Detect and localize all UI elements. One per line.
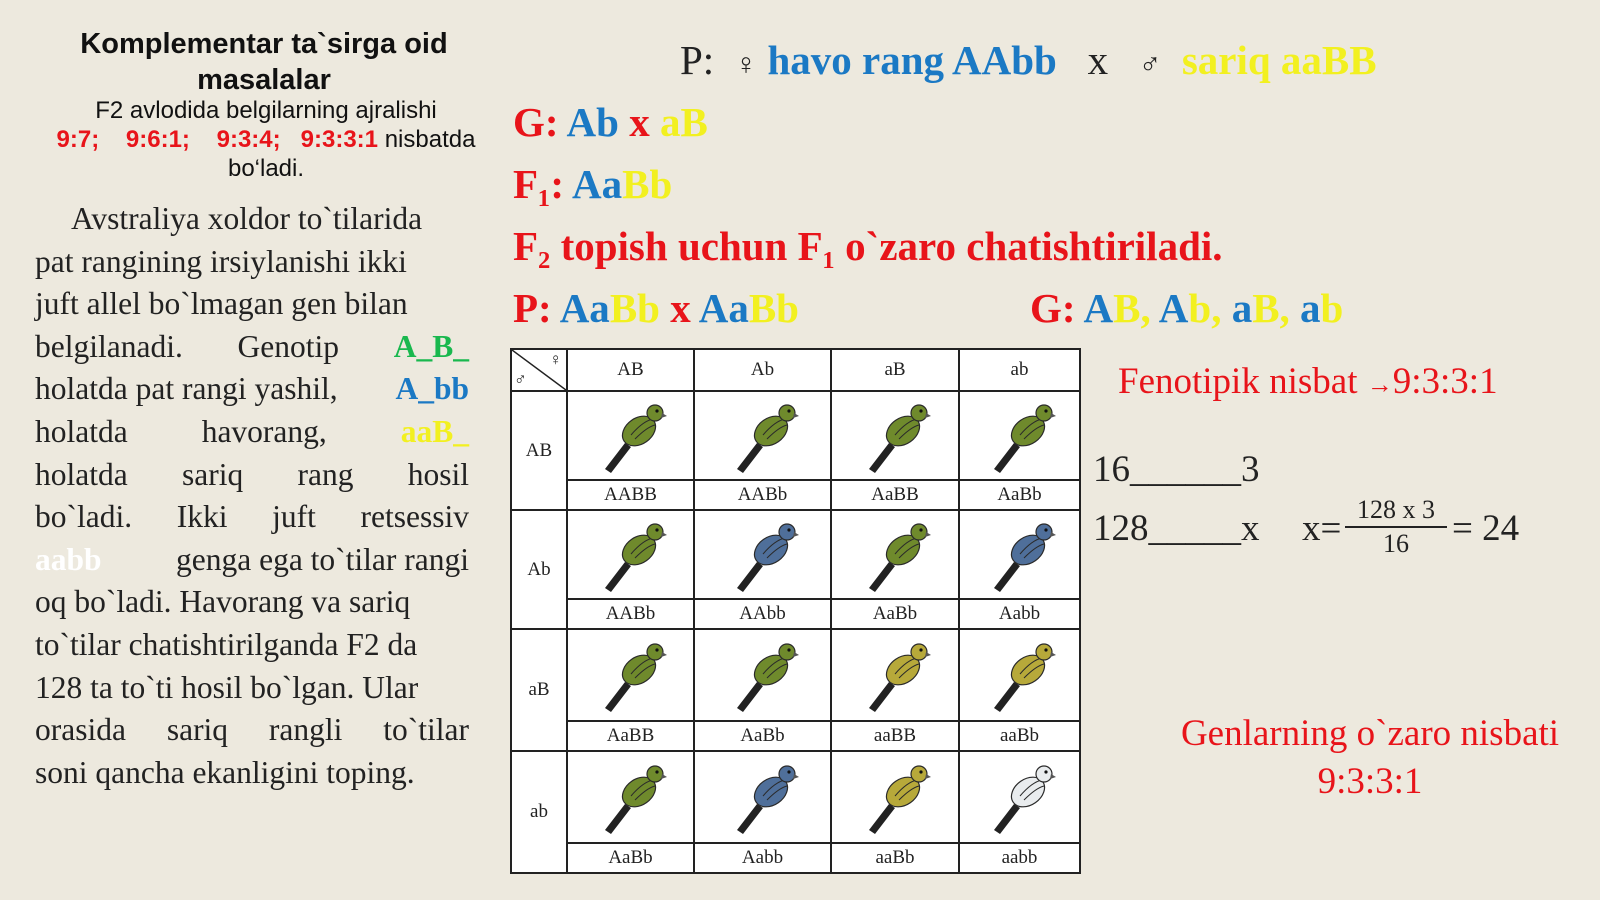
p-label: P: (680, 37, 715, 83)
word: genga ega to`tilar rangi (176, 541, 469, 577)
allele: b (1320, 285, 1344, 331)
genotype-label: AABb (568, 598, 693, 628)
word: bo`ladi. (35, 499, 133, 535)
genotype-part: Bb (622, 161, 673, 207)
budgie-white-icon (960, 752, 1079, 842)
gene-ratio (1100, 710, 1600, 806)
budgie-blue-icon (960, 511, 1079, 598)
genotype-label: Aabb (960, 598, 1079, 628)
ratio-9-3-4: 9:3:4; (216, 126, 281, 153)
problem-line (35, 539, 469, 582)
problem-line (35, 496, 469, 539)
punnett-cell (567, 751, 694, 873)
number: 3 (1241, 449, 1260, 490)
word: rangli (268, 712, 343, 748)
genotype-part: Aa (698, 285, 749, 331)
p-label: P: (513, 285, 552, 331)
female-icon: ♀ (734, 48, 758, 81)
fraction-numerator: 128 x 3 (1345, 494, 1447, 528)
allele: a (1231, 285, 1253, 331)
gene-ratio-value: 9:3:3:1 (1317, 761, 1423, 802)
punnett-cell (694, 751, 831, 873)
subtitle-line-3: bo‘ladi. (227, 155, 305, 182)
word: rang (297, 456, 354, 492)
punnett-row (511, 510, 1080, 629)
genotype-label: AaBb (960, 479, 1079, 509)
proportion-line-2 (1093, 507, 1260, 550)
genotype-label: aabb (960, 842, 1079, 872)
g-label: G: (513, 99, 559, 145)
genotype-blue: A_bb (395, 371, 469, 407)
phenotypic-ratio (1118, 360, 1498, 403)
gametes-line (513, 98, 708, 146)
budgie-green-icon (695, 392, 830, 479)
punnett-row (511, 629, 1080, 751)
word: sariq (166, 712, 229, 748)
punnett-cell (959, 510, 1080, 629)
ratio-9-6-1: 9:6:1; (125, 126, 190, 153)
fraction (1345, 494, 1447, 560)
word: holatda pat rangi yashil, (35, 371, 338, 407)
gamete: Ab (566, 99, 619, 145)
allele: a (1300, 285, 1321, 331)
problem-line: oq bo`ladi. Havorang va sariq (35, 584, 411, 620)
genotype-label: AAbb (695, 598, 830, 628)
word: havorang, (201, 413, 327, 449)
problem-text (35, 198, 469, 794)
female-icon: ♀ (549, 350, 562, 369)
genotype-label: aaBb (960, 720, 1079, 750)
word: holatda (35, 413, 128, 449)
f1-line (513, 160, 672, 208)
subtitle-line: F2 avlodida belgilarning ajralishi (95, 97, 437, 124)
result-value: = 24 (1452, 508, 1520, 549)
proportion-line-1 (1093, 448, 1260, 491)
fraction-denominator: 16 (1383, 529, 1409, 558)
allele: B (1113, 285, 1141, 331)
punnett-row (511, 751, 1080, 873)
word: holatda (35, 456, 128, 492)
word: belgilanadi. (35, 328, 183, 364)
punnett-cell (831, 629, 959, 751)
problem-line (35, 454, 469, 497)
punnett-cell (959, 629, 1080, 751)
punnett-cell (831, 510, 959, 629)
genotype-part: Aa (559, 285, 610, 331)
genotype-label: AaBb (695, 720, 830, 750)
genotype-part: Aa (572, 161, 623, 207)
punnett-square (510, 348, 1081, 874)
problem-line: 128 ta to`ti hosil bo`lgan. Ular (35, 669, 419, 705)
blank-line: ______ (1130, 449, 1241, 490)
punnett-cell (567, 391, 694, 510)
genotype-yellow: aaB_ (400, 413, 469, 449)
cross-sign: x (629, 99, 650, 145)
unknown: x (1241, 508, 1260, 549)
word: juft (272, 499, 316, 535)
g-label: G: (1030, 285, 1076, 331)
genotype-label: AaBB (832, 479, 958, 509)
genotype-green: A_B_ (393, 328, 469, 364)
parents-line (680, 36, 1377, 84)
allele: A (1083, 285, 1114, 331)
col-header: ab (959, 349, 1080, 391)
arrow-icon: → (1366, 370, 1393, 399)
budgie-yellow-icon (960, 630, 1079, 720)
problem-line: juft allel bo`lmagan gen bilan (35, 286, 408, 322)
budgie-green-icon (568, 392, 693, 479)
genotype-label: AABb (695, 479, 830, 509)
row-header: AB (511, 391, 567, 510)
word: hosil (407, 456, 469, 492)
number: 16 (1093, 449, 1130, 490)
punnett-cell (831, 391, 959, 510)
phenotypic-label: Fenotipik nisbat (1118, 361, 1358, 402)
genotype-label: AABB (568, 479, 693, 509)
genotype-label: AaBb (568, 842, 693, 872)
gamete: aB (659, 99, 708, 145)
problem-line: Avstraliya xoldor to`tilarida (71, 201, 423, 236)
blank-line: _____ (1148, 508, 1241, 549)
problem-line: to`tilar chatishtirilganda F2 da (35, 626, 418, 662)
g2-line: G: AB, Ab, aB, ab (1030, 285, 1344, 331)
budgie-blue-icon (695, 511, 830, 598)
cross-sign: x (1087, 37, 1109, 83)
budgie-blue-icon (695, 752, 830, 842)
ratio-9-3-3-1: 9:3:3:1 (300, 126, 379, 153)
genotype-label: aaBb (832, 842, 958, 872)
male-icon: ♂ (1138, 48, 1162, 81)
word: orasida (35, 712, 126, 748)
word: sariq (181, 456, 244, 492)
budgie-green-icon (832, 511, 958, 598)
ratio-tail: nisbatda (384, 126, 476, 153)
punnett-cell (694, 629, 831, 751)
page-title: Komplementar ta`sirga oid masalalar (80, 28, 448, 96)
budgie-yellow-icon (832, 630, 958, 720)
punnett-cell (959, 751, 1080, 873)
punnett-cell (694, 391, 831, 510)
allele: A (1158, 285, 1189, 331)
allele: b (1188, 285, 1212, 331)
subtitle (36, 96, 496, 183)
budgie-green-icon (568, 752, 693, 842)
genotype-label: AaBb (832, 598, 958, 628)
genotype-label: Aabb (695, 842, 830, 872)
problem-line: pat rangining irsiylanishi ikki (35, 243, 407, 279)
word: Genotip (237, 328, 340, 364)
genotype-part: Bb (609, 285, 660, 331)
word: to`tilar (383, 712, 469, 748)
genotype-white: aabb (35, 541, 102, 577)
col-header: Ab (694, 349, 831, 391)
problem-line: soni qancha ekanligini toping. (35, 754, 415, 790)
col-header: AB (567, 349, 694, 391)
budgie-green-icon (832, 392, 958, 479)
punnett-cell (959, 391, 1080, 510)
male-parent: sariq aaBB (1181, 37, 1377, 83)
punnett-cell (694, 510, 831, 629)
gene-ratio-label: Genlarning o`zaro nisbati (1180, 713, 1560, 754)
problem-line (35, 368, 469, 411)
budgie-green-icon (695, 630, 830, 720)
cross-sign: x (670, 285, 691, 331)
row-header: ab (511, 751, 567, 873)
allele: B (1252, 285, 1280, 331)
row-header: Ab (511, 510, 567, 629)
budgie-yellow-icon (832, 752, 958, 842)
genotype-label: aaBB (832, 720, 958, 750)
f1-label: F₁: (513, 161, 564, 207)
p2-line (513, 284, 799, 332)
budgie-green-icon (568, 630, 693, 720)
corner-cell (511, 349, 567, 391)
male-icon: ♂ (514, 370, 527, 389)
genotype-part: Bb (748, 285, 799, 331)
punnett-row (511, 391, 1080, 510)
x-equals: x= (1302, 508, 1342, 549)
female-parent: havo rang AAbb (767, 37, 1057, 83)
budgie-green-icon (960, 392, 1079, 479)
word: Ikki (176, 499, 228, 535)
number: 128 (1093, 508, 1149, 549)
phenotypic-value: 9:3:3:1 (1392, 361, 1498, 402)
problem-line (35, 326, 469, 369)
punnett-cell (831, 751, 959, 873)
punnett-cell (567, 629, 694, 751)
problem-line (35, 709, 469, 752)
col-header: aB (831, 349, 959, 391)
budgie-green-icon (568, 511, 693, 598)
f2-instruction: F₂ topish uchun F₁ o`zaro chatishtiriladi. (513, 223, 1223, 269)
punnett-header-row (511, 349, 1080, 391)
problem-line (35, 411, 469, 454)
punnett-cell (567, 510, 694, 629)
ratio-9-7: 9:7; (56, 126, 100, 153)
word: retsessiv (360, 499, 469, 535)
ratio-line (36, 125, 496, 154)
genotype-label: AaBB (568, 720, 693, 750)
row-header: aB (511, 629, 567, 751)
